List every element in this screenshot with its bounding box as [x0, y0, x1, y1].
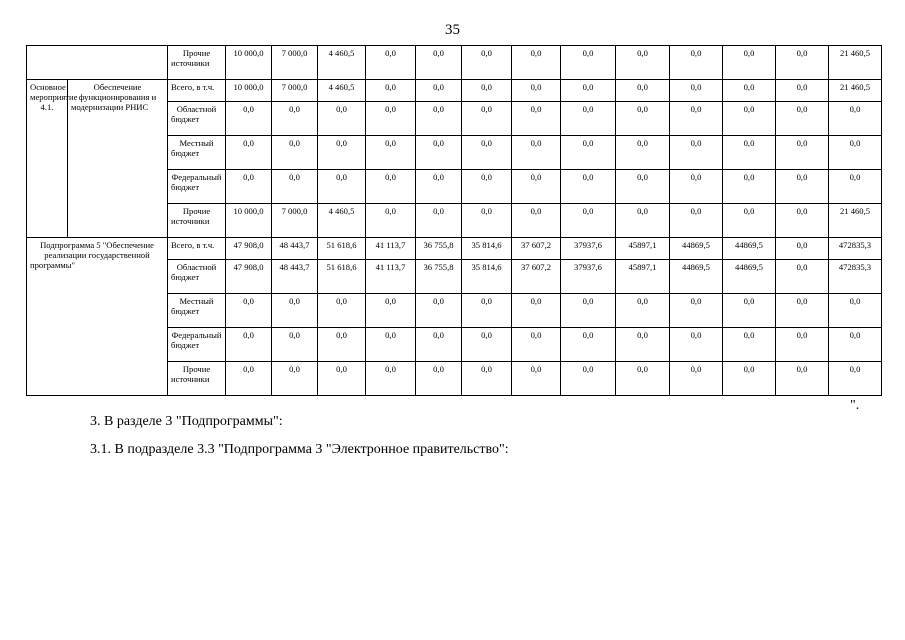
- funding-source-cell: Местный бюджет: [168, 136, 226, 170]
- value-cell: 0,0: [670, 170, 723, 204]
- value-cell: 47 908,0: [226, 238, 272, 260]
- value-cell: 0,0: [512, 46, 561, 80]
- funding-source-cell: Прочие источники: [168, 362, 226, 396]
- value-cell: 0,0: [776, 80, 829, 102]
- funding-source-cell: Прочие источники: [168, 46, 226, 80]
- value-cell: 0,0: [226, 136, 272, 170]
- value-cell: 0,0: [561, 102, 616, 136]
- value-cell: 0,0: [226, 170, 272, 204]
- budget-table: [26, 45, 882, 396]
- value-cell: 0,0: [512, 328, 561, 362]
- value-cell: 0,0: [616, 204, 670, 238]
- value-cell: 0,0: [616, 362, 670, 396]
- activity-name-cell: Обеспечение функционирования и модернизации РНИС: [68, 80, 168, 238]
- value-cell: 472835,3: [829, 260, 882, 294]
- value-cell: 0,0: [776, 260, 829, 294]
- value-cell: 0,0: [512, 204, 561, 238]
- value-cell: 0,0: [670, 46, 723, 80]
- value-cell: 37 607,2: [512, 238, 561, 260]
- value-cell: 0,0: [512, 294, 561, 328]
- value-cell: 0,0: [512, 170, 561, 204]
- value-cell: 36 755,8: [416, 260, 462, 294]
- activity-code-cell: Основное мероприятие 4.1.: [27, 80, 68, 238]
- value-cell: 0,0: [462, 170, 512, 204]
- value-cell: 0,0: [416, 102, 462, 136]
- value-cell: 51 618,6: [318, 238, 366, 260]
- value-cell: 0,0: [561, 170, 616, 204]
- value-cell: 51 618,6: [318, 260, 366, 294]
- value-cell: 0,0: [512, 80, 561, 102]
- value-cell: 472835,3: [829, 238, 882, 260]
- value-cell: 0,0: [723, 362, 776, 396]
- funding-source-cell: Областной бюджет: [168, 102, 226, 136]
- value-cell: 0,0: [776, 170, 829, 204]
- value-cell: 7 000,0: [272, 46, 318, 80]
- value-cell: 0,0: [561, 328, 616, 362]
- value-cell: 0,0: [512, 102, 561, 136]
- value-cell: 35 814,6: [462, 238, 512, 260]
- value-cell: 0,0: [561, 136, 616, 170]
- value-cell: 0,0: [366, 136, 416, 170]
- value-cell: 0,0: [776, 102, 829, 136]
- value-cell: 0,0: [416, 294, 462, 328]
- value-cell: 47 908,0: [226, 260, 272, 294]
- value-cell: 0,0: [776, 328, 829, 362]
- value-cell: 10 000,0: [226, 204, 272, 238]
- value-cell: 41 113,7: [366, 260, 416, 294]
- funding-source-cell: Всего, в т.ч.: [168, 80, 226, 102]
- value-cell: 0,0: [616, 102, 670, 136]
- value-cell: 0,0: [366, 46, 416, 80]
- value-cell: 0,0: [226, 294, 272, 328]
- value-cell: 0,0: [561, 80, 616, 102]
- value-cell: 0,0: [512, 362, 561, 396]
- value-cell: 0,0: [670, 80, 723, 102]
- value-cell: 10 000,0: [226, 46, 272, 80]
- value-cell: 0,0: [723, 136, 776, 170]
- value-cell: 0,0: [226, 328, 272, 362]
- table-row: [27, 46, 882, 80]
- value-cell: 0,0: [616, 170, 670, 204]
- paragraph-subsection-3-1: 3.1. В подразделе 3.3 "Подпрограмма 3 "Электронное правительство":: [90, 442, 509, 457]
- value-cell: 35 814,6: [462, 260, 512, 294]
- value-cell: 0,0: [561, 46, 616, 80]
- value-cell: 0,0: [272, 328, 318, 362]
- funding-source-cell: Федеральный бюджет: [168, 328, 226, 362]
- value-cell: 0,0: [670, 362, 723, 396]
- value-cell: 0,0: [462, 136, 512, 170]
- value-cell: 0,0: [272, 170, 318, 204]
- value-cell: 0,0: [366, 102, 416, 136]
- funding-source-cell: Местный бюджет: [168, 294, 226, 328]
- value-cell: 0,0: [416, 170, 462, 204]
- value-cell: 44869,5: [670, 260, 723, 294]
- value-cell: 7 000,0: [272, 204, 318, 238]
- value-cell: 37 607,2: [512, 260, 561, 294]
- value-cell: 10 000,0: [226, 80, 272, 102]
- value-cell: 0,0: [416, 46, 462, 80]
- value-cell: 0,0: [776, 294, 829, 328]
- value-cell: 0,0: [272, 102, 318, 136]
- value-cell: 0,0: [462, 294, 512, 328]
- value-cell: 0,0: [366, 294, 416, 328]
- value-cell: 0,0: [616, 136, 670, 170]
- value-cell: 0,0: [723, 328, 776, 362]
- value-cell: 0,0: [723, 102, 776, 136]
- value-cell: 0,0: [776, 136, 829, 170]
- value-cell: 0,0: [462, 102, 512, 136]
- value-cell: 48 443,7: [272, 238, 318, 260]
- value-cell: 0,0: [776, 362, 829, 396]
- value-cell: 44869,5: [670, 238, 723, 260]
- funding-source-cell: Прочие источники: [168, 204, 226, 238]
- value-cell: 44869,5: [723, 260, 776, 294]
- value-cell: 0,0: [272, 136, 318, 170]
- value-cell: 0,0: [226, 362, 272, 396]
- value-cell: 0,0: [723, 46, 776, 80]
- value-cell: 0,0: [561, 204, 616, 238]
- value-cell: 0,0: [416, 80, 462, 102]
- value-cell: 0,0: [366, 204, 416, 238]
- value-cell: 0,0: [318, 102, 366, 136]
- value-cell: 44869,5: [723, 238, 776, 260]
- value-cell: 0,0: [616, 80, 670, 102]
- value-cell: 0,0: [829, 362, 882, 396]
- closing-quote: ".: [850, 398, 860, 413]
- value-cell: 0,0: [416, 328, 462, 362]
- value-cell: 0,0: [723, 80, 776, 102]
- value-cell: 0,0: [318, 362, 366, 396]
- subprogram-name-cell: Подпрограмма 5 "Обеспечение реализации государственной программы": [27, 238, 168, 396]
- value-cell: 0,0: [670, 102, 723, 136]
- value-cell: 0,0: [670, 204, 723, 238]
- value-cell: 0,0: [670, 136, 723, 170]
- value-cell: 0,0: [723, 170, 776, 204]
- empty-cell: [27, 46, 168, 80]
- value-cell: 0,0: [462, 80, 512, 102]
- value-cell: 0,0: [318, 136, 366, 170]
- value-cell: 37937,6: [561, 260, 616, 294]
- value-cell: 0,0: [829, 102, 882, 136]
- value-cell: 0,0: [226, 102, 272, 136]
- value-cell: 0,0: [366, 362, 416, 396]
- value-cell: 0,0: [829, 328, 882, 362]
- value-cell: 0,0: [366, 328, 416, 362]
- value-cell: 0,0: [670, 294, 723, 328]
- value-cell: 0,0: [670, 328, 723, 362]
- value-cell: 0,0: [318, 328, 366, 362]
- value-cell: 0,0: [776, 46, 829, 80]
- value-cell: 0,0: [723, 294, 776, 328]
- value-cell: 0,0: [462, 362, 512, 396]
- table-row: [27, 80, 882, 102]
- value-cell: 0,0: [462, 328, 512, 362]
- value-cell: 0,0: [616, 294, 670, 328]
- value-cell: 0,0: [723, 204, 776, 238]
- value-cell: 37937,6: [561, 238, 616, 260]
- value-cell: 0,0: [272, 294, 318, 328]
- value-cell: 0,0: [272, 362, 318, 396]
- funding-source-cell: Федеральный бюджет: [168, 170, 226, 204]
- value-cell: 0,0: [561, 362, 616, 396]
- value-cell: 41 113,7: [366, 238, 416, 260]
- value-cell: 36 755,8: [416, 238, 462, 260]
- value-cell: 0,0: [616, 328, 670, 362]
- value-cell: 0,0: [462, 204, 512, 238]
- value-cell: 0,0: [829, 170, 882, 204]
- value-cell: 4 460,5: [318, 204, 366, 238]
- value-cell: 45897,1: [616, 238, 670, 260]
- value-cell: 0,0: [416, 136, 462, 170]
- value-cell: 0,0: [318, 170, 366, 204]
- value-cell: 7 000,0: [272, 80, 318, 102]
- value-cell: 45897,1: [616, 260, 670, 294]
- value-cell: 0,0: [366, 170, 416, 204]
- funding-source-cell: Всего, в т.ч.: [168, 238, 226, 260]
- value-cell: 0,0: [616, 46, 670, 80]
- value-cell: 0,0: [561, 294, 616, 328]
- value-cell: 0,0: [416, 204, 462, 238]
- value-cell: 0,0: [462, 46, 512, 80]
- value-cell: 0,0: [416, 362, 462, 396]
- value-cell: 0,0: [318, 294, 366, 328]
- page-number: 35: [445, 22, 460, 38]
- value-cell: 48 443,7: [272, 260, 318, 294]
- value-cell: 0,0: [512, 136, 561, 170]
- value-cell: 21 460,5: [829, 46, 882, 80]
- value-cell: 0,0: [829, 136, 882, 170]
- budget-table-body: [27, 46, 882, 396]
- value-cell: 0,0: [366, 80, 416, 102]
- value-cell: 4 460,5: [318, 80, 366, 102]
- value-cell: 4 460,5: [318, 46, 366, 80]
- paragraph-section-3: 3. В разделе 3 "Подпрограммы":: [90, 414, 283, 429]
- table-row: [27, 238, 882, 260]
- value-cell: 0,0: [829, 294, 882, 328]
- value-cell: 0,0: [776, 238, 829, 260]
- value-cell: 0,0: [776, 204, 829, 238]
- funding-source-cell: Областной бюджет: [168, 260, 226, 294]
- value-cell: 21 460,5: [829, 204, 882, 238]
- value-cell: 21 460,5: [829, 80, 882, 102]
